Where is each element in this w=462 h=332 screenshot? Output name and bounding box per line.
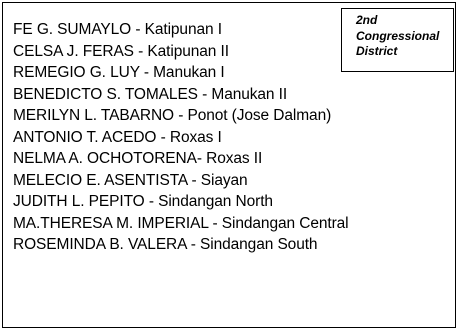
list-item: MERILYN L. TABARNO - Ponot (Jose Dalman) — [13, 107, 332, 124]
district-label-line: District — [356, 44, 398, 58]
list-item: FE G. SUMAYLO - Katipunan I — [13, 21, 222, 38]
list-item: NELMA A. OCHOTORENA- Roxas II — [13, 150, 263, 167]
list-item: REMEGIO G. LUY - Manukan I — [13, 64, 225, 81]
district-label-line: Congressional — [356, 28, 440, 43]
district-label-box — [341, 8, 454, 72]
list-item: ROSEMINDA B. VALERA - Sindangan South — [13, 236, 318, 253]
list-item: BENEDICTO S. TOMALES - Manukan II — [13, 85, 288, 103]
list-item: MELECIO E. ASENTISTA - Siayan — [13, 171, 248, 189]
list-item: JUDITH L. PEPITO - Sindangan North — [13, 193, 273, 210]
list-item: CELSA J. FERAS - Katipunan II — [13, 42, 229, 60]
list-frame — [2, 2, 456, 328]
district-label-line: 2nd — [356, 13, 378, 27]
list-item: MA.THERESA M. IMPERIAL - Sindangan Central — [13, 214, 349, 232]
personnel-list — [13, 19, 349, 256]
list-item: ANTONIO T. ACEDO - Roxas I — [13, 128, 222, 146]
